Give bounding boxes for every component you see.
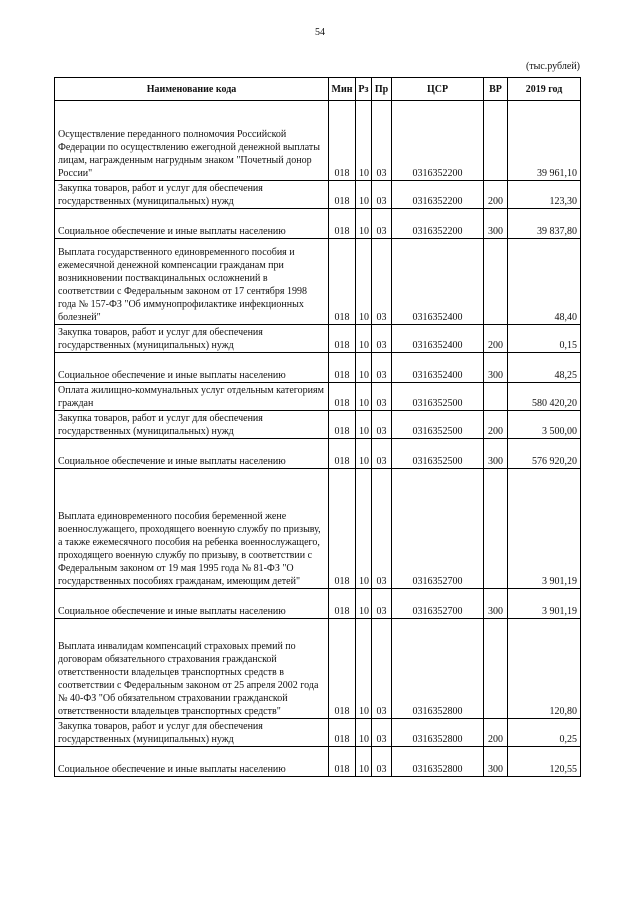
row-amount: 120,55 — [508, 747, 581, 777]
row-min: 018 — [329, 181, 356, 209]
row-csr: 0316352400 — [392, 353, 484, 383]
header-min: Мин — [329, 78, 356, 101]
row-min: 018 — [329, 747, 356, 777]
row-min: 018 — [329, 209, 356, 239]
row-min: 018 — [329, 101, 356, 181]
row-pr: 03 — [372, 719, 392, 747]
row-vr — [484, 619, 508, 719]
row-csr: 0316352700 — [392, 469, 484, 589]
row-pr: 03 — [372, 383, 392, 411]
header-csr: ЦСР — [392, 78, 484, 101]
row-amount: 0,25 — [508, 719, 581, 747]
header-vr: ВР — [484, 78, 508, 101]
row-name: Осуществление переданного полномочия Российской Федерации по осуществлению ежегодной денежной выплаты лицам, награжденным нагрудным знаком "Почетный донор России" — [55, 101, 329, 181]
row-min: 018 — [329, 353, 356, 383]
row-rz: 10 — [356, 589, 372, 619]
table-header-row — [55, 78, 581, 101]
row-vr: 200 — [484, 411, 508, 439]
table-row — [55, 181, 581, 209]
row-rz: 10 — [356, 619, 372, 719]
row-rz: 10 — [356, 181, 372, 209]
row-pr: 03 — [372, 747, 392, 777]
table-row — [55, 411, 581, 439]
row-min: 018 — [329, 325, 356, 353]
row-amount: 123,30 — [508, 181, 581, 209]
row-pr: 03 — [372, 619, 392, 719]
row-name: Закупка товаров, работ и услуг для обеспечения государственных (муниципальных) нужд — [55, 411, 329, 439]
row-min: 018 — [329, 383, 356, 411]
row-csr: 0316352800 — [392, 747, 484, 777]
row-csr: 0316352400 — [392, 239, 484, 325]
row-name: Социальное обеспечение и иные выплаты населению — [55, 439, 329, 469]
row-csr: 0316352800 — [392, 719, 484, 747]
header-year: 2019 год — [508, 78, 581, 101]
table-row — [55, 101, 581, 181]
row-rz: 10 — [356, 383, 372, 411]
row-amount: 3 901,19 — [508, 589, 581, 619]
row-vr: 200 — [484, 181, 508, 209]
budget-table — [54, 77, 581, 777]
row-rz: 10 — [356, 719, 372, 747]
row-vr: 300 — [484, 353, 508, 383]
row-csr: 0316352800 — [392, 619, 484, 719]
table-row — [55, 353, 581, 383]
row-amount: 3 500,00 — [508, 411, 581, 439]
row-pr: 03 — [372, 469, 392, 589]
row-rz: 10 — [356, 747, 372, 777]
row-vr: 300 — [484, 747, 508, 777]
row-min: 018 — [329, 469, 356, 589]
row-vr: 300 — [484, 209, 508, 239]
table-row — [55, 469, 581, 589]
table-row — [55, 589, 581, 619]
row-csr: 0316352700 — [392, 589, 484, 619]
row-min: 018 — [329, 239, 356, 325]
row-amount: 576 920,20 — [508, 439, 581, 469]
row-csr: 0316352500 — [392, 411, 484, 439]
row-vr — [484, 101, 508, 181]
row-vr: 300 — [484, 589, 508, 619]
row-min: 018 — [329, 411, 356, 439]
row-name: Выплата инвалидам компенсаций страховых премий по договорам обязательного страхования гражданской ответственности владельцев транспортных средств в соответствии с Федеральным законом от 25 апреля 2002 года № 40-ФЗ "Об обязательном страховании гражданской ответственности владельцев транспортных средств" — [55, 619, 329, 719]
table-row — [55, 439, 581, 469]
row-rz: 10 — [356, 469, 372, 589]
row-rz: 10 — [356, 239, 372, 325]
row-rz: 10 — [356, 411, 372, 439]
row-amount: 3 901,19 — [508, 469, 581, 589]
row-pr: 03 — [372, 181, 392, 209]
row-name: Закупка товаров, работ и услуг для обеспечения государственных (муниципальных) нужд — [55, 181, 329, 209]
row-min: 018 — [329, 619, 356, 719]
row-vr — [484, 469, 508, 589]
row-vr — [484, 239, 508, 325]
row-vr: 200 — [484, 719, 508, 747]
units-label: (тыс.рублей) — [525, 61, 580, 72]
row-rz: 10 — [356, 439, 372, 469]
row-pr: 03 — [372, 325, 392, 353]
row-pr: 03 — [372, 353, 392, 383]
row-csr: 0316352200 — [392, 101, 484, 181]
row-vr — [484, 383, 508, 411]
row-amount: 120,80 — [508, 619, 581, 719]
table-row — [55, 719, 581, 747]
row-name: Социальное обеспечение и иные выплаты населению — [55, 209, 329, 239]
row-name: Социальное обеспечение и иные выплаты населению — [55, 589, 329, 619]
header-rz: Рз — [356, 78, 372, 101]
table-row — [55, 325, 581, 353]
row-pr: 03 — [372, 439, 392, 469]
row-amount: 0,15 — [508, 325, 581, 353]
row-csr: 0316352500 — [392, 439, 484, 469]
row-name: Закупка товаров, работ и услуг для обеспечения государственных (муниципальных) нужд — [55, 719, 329, 747]
row-min: 018 — [329, 439, 356, 469]
row-vr: 200 — [484, 325, 508, 353]
row-pr: 03 — [372, 239, 392, 325]
row-name: Выплата единовременного пособия беременной жене военнослужащего, проходящего военную службу по призыву, а также ежемесячного пособия на ребенка военнослужащего, проходящего военную службу по призыву, в соответствии с Федеральным законом от 19 мая 1995 года № 81-ФЗ "О государственных пособиях гражданам, имеющим детей" — [55, 469, 329, 589]
row-pr: 03 — [372, 589, 392, 619]
table-row — [55, 383, 581, 411]
row-csr: 0316352500 — [392, 383, 484, 411]
row-min: 018 — [329, 719, 356, 747]
row-amount: 39 837,80 — [508, 209, 581, 239]
row-pr: 03 — [372, 209, 392, 239]
row-csr: 0316352200 — [392, 209, 484, 239]
row-amount: 48,25 — [508, 353, 581, 383]
row-pr: 03 — [372, 411, 392, 439]
row-csr: 0316352400 — [392, 325, 484, 353]
row-name: Социальное обеспечение и иные выплаты населению — [55, 353, 329, 383]
row-pr: 03 — [372, 101, 392, 181]
header-name: Наименование кода — [55, 78, 329, 101]
page-number: 54 — [315, 27, 325, 38]
row-rz: 10 — [356, 101, 372, 181]
row-amount: 580 420,20 — [508, 383, 581, 411]
table-row — [55, 619, 581, 719]
row-rz: 10 — [356, 353, 372, 383]
row-name: Выплата государственного единовременного пособия и ежемесячной денежной компенсации гражданам при возникновении поствакцинальных осложнений в соответствии с Федеральным законом от 17 сентября 1998 года № 157-ФЗ "Об иммунопрофилактике инфекционных болезней" — [55, 239, 329, 325]
table-row — [55, 239, 581, 325]
table-row — [55, 209, 581, 239]
row-rz: 10 — [356, 209, 372, 239]
row-csr: 0316352200 — [392, 181, 484, 209]
row-rz: 10 — [356, 325, 372, 353]
table-row — [55, 747, 581, 777]
row-amount: 48,40 — [508, 239, 581, 325]
header-pr: Пр — [372, 78, 392, 101]
row-name: Оплата жилищно-коммунальных услуг отдельным категориям граждан — [55, 383, 329, 411]
row-name: Закупка товаров, работ и услуг для обеспечения государственных (муниципальных) нужд — [55, 325, 329, 353]
row-amount: 39 961,10 — [508, 101, 581, 181]
row-min: 018 — [329, 589, 356, 619]
row-vr: 300 — [484, 439, 508, 469]
row-name: Социальное обеспечение и иные выплаты населению — [55, 747, 329, 777]
